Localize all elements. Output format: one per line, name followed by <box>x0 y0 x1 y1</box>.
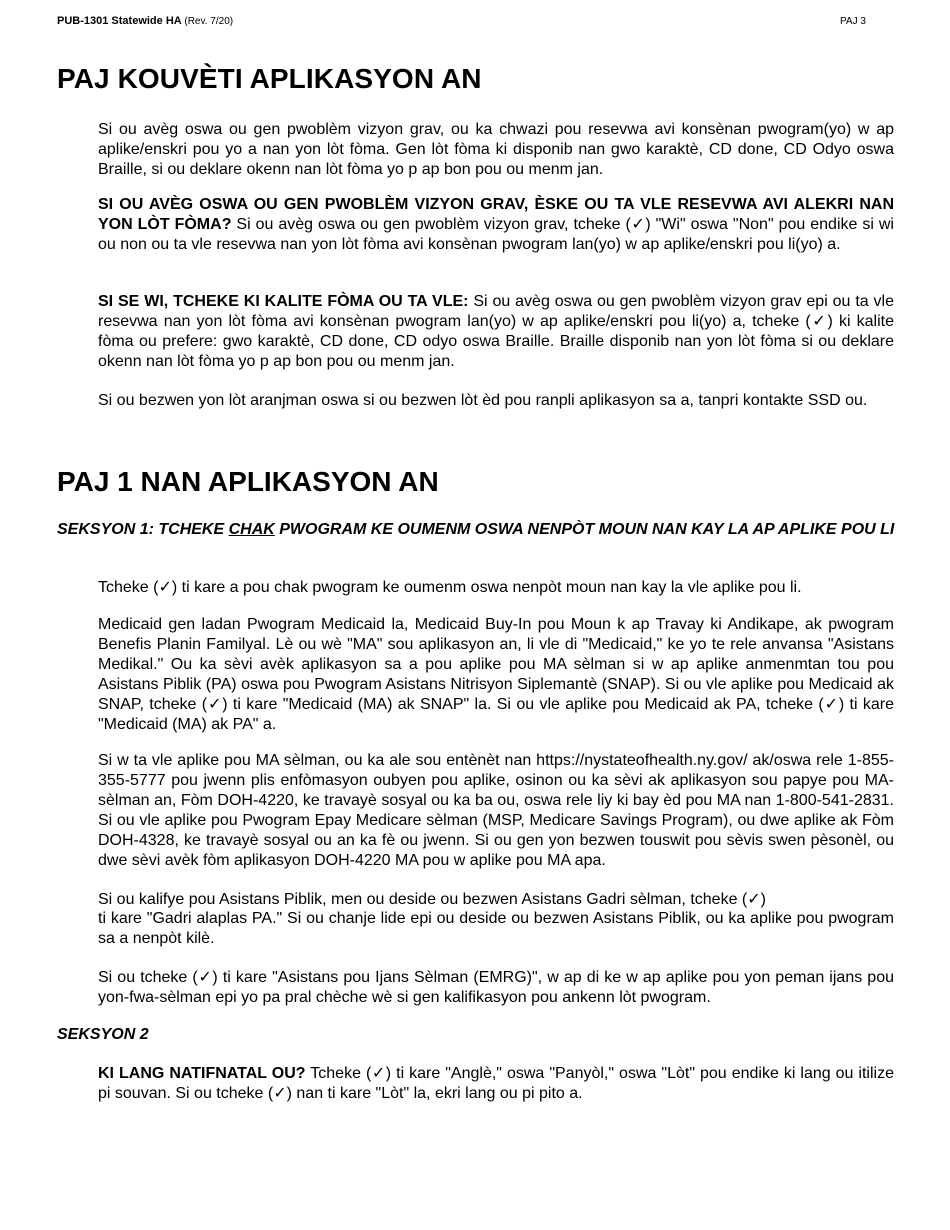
form-revision: (Rev. 7/20) <box>184 16 234 27</box>
section-1-heading-post: PWOGRAM KE OUMENM OSWA NENPÒT MOUN NAN KAY LA AP APLIKE POU LI <box>274 521 895 538</box>
cover-question-format-type: SI SE WI, TCHEKE KI KALITE FÒMA OU TA VLE: <box>98 293 469 310</box>
cover-question-alt-format: SI OU AVÈG OSWA OU GEN PWOBLÈM VIZYON GRAV, ÈSKE OU TA VLE RESEVWA AVI ALEKRI NAN YON LÒT FÒMA? <box>98 196 894 233</box>
form-id-header <box>57 15 233 27</box>
section-1-paragraph-2: Medicaid gen ladan Pwogram Medicaid la, Medicaid Buy-In pou Moun k ap Travay ki Andikape, ak pwogram Benefis Planin Familyal. Lè ou wè "MA" sou aplikasyon an, li vle di "Medicaid," ke yo te rele anvansa "Asistans Medikal." Ou ka sèvi avèk aplikasyon sa a pou aplike pou MA sèlman si w ap aplike anmenmtan tou pou Asistans Piblik (PA) oswa pou Pwogram Asistans Nitrisyon Siplemantè (SNAP). Si ou vle aplike pou Medicaid ak SNAP, tcheke (✓) ti kare "Medicaid (MA) ak SNAP" la. Si ou vle aplike pou Medicaid ak PA, tcheke (✓) ti kare "Medicaid (MA) ak PA" a. <box>98 616 894 733</box>
section-1-heading-pre: SEKSYON 1: TCHEKE <box>57 521 229 538</box>
section-2-paragraph-1 <box>98 1064 894 1104</box>
cover-paragraph-1: Si ou avèg oswa ou gen pwoblèm vizyon grav, ou ka chwazi pou resevwa avi konsènan pwogram(yo) w ap aplike/enskri pou yo a nan yon lòt fòma. Gen lòt fòma ki disponib nan gwo karaktè, CD done, CD Odyo oswa Braille, si ou deklare okenn nan lòt fòma yo p ap bon pou ou menm jan. <box>98 121 894 178</box>
cover-paragraph-4: Si ou bezwen yon lòt aranjman oswa si ou bezwen lòt èd pou ranpli aplikasyon sa a, tanpri kontakte SSD ou. <box>98 392 868 409</box>
form-id: PUB-1301 Statewide HA <box>57 15 182 27</box>
section-1-heading-underlined: CHAK <box>228 521 275 538</box>
page1-title: PAJ 1 NAN APLIKASYON AN <box>57 466 439 497</box>
cover-paragraph-3 <box>98 292 894 372</box>
page-label: PAJ 3 <box>840 16 866 27</box>
section-2-paragraph-1-text: Tcheke (✓) ti kare "Anglè," oswa "Panyòl," oswa "Lòt" pou endike ki lang ou itilize pi souvan. Si ou tcheke (✓) nan ti kare "Lòt" la, ekri lang ou pi pito a. <box>98 1065 894 1102</box>
section-1-paragraph-3: Si w ta vle aplike pou MA sèlman, ou ka ale sou entènèt nan https://nystateofhealth.ny.gov/ ak/oswa rele 1-855-355-5777 pou jwenn plis enfòmasyon oubyen pou aplike, osinon ou ka sèvi ak aplikasyon sou papye pou MA-sèlman an, Fòm DOH-4220, ke travayè sosyal ou ka ba ou, oswa rele liy ki bay èd pou MA nan 1-800-541-2831. Si ou vle aplike pou Pwogram Epay Medicare sèlman (MSP, Medicare Savings Program), ou dwe aplike ak Fòm DOH-4328, ke travayè sosyal ou an ka fè ou jwenn. Si ou gen yon bezwen touswit pou sèvis swen pèsonèl, ou dwe sèvi avèk fòm aplikasyon DOH-4220 MA pou w aplike pou MA apa. <box>98 752 894 869</box>
section-1-paragraph-4-line-2: ti kare "Gadri alaplas PA." Si ou chanje lide epi ou deside ou bezwen Asistans Piblik, ou ka aplike pou pwogram sa a nenpòt kilè. <box>98 910 894 947</box>
cover-page-title: PAJ KOUVÈTI APLIKASYON AN <box>57 63 482 94</box>
section-2-question-native-language: KI LANG NATIFNATAL OU? <box>98 1065 306 1082</box>
cover-paragraph-3-text: Si ou avèg oswa ou gen pwoblèm vizyon grav epi ou ta vle resevwa nan yon lòt fòma avi konsènan pwogram lan(yo) w ap aplike/enskri pou li(yo) a, tcheke (✓) ki kalite fòma ou prefere: gwo karaktè, CD done, CD odyo oswa Braille. Braille disponib nan yon lòt fòma si ou deklare okenn nan lòt fòma yo p ap bon pou ou menm jan. <box>98 293 895 370</box>
section-1-paragraph-5: Si ou tcheke (✓) ti kare "Asistans pou Ijans Sèlman (EMRG)", w ap di ke w ap aplike pou yon peman ijans pou yon-fwa-sèlman epi yo pa pral chèche wè si gen kalifikasyon pou ankenn lòt pwogram. <box>98 969 894 1006</box>
section-2-heading: SEKSYON 2 <box>57 1026 149 1043</box>
section-1-paragraph-4-line-1: Si ou kalifye pou Asistans Piblik, men ou deside ou bezwen Asistans Gadri sèlman, tcheke (✓) <box>98 891 766 908</box>
cover-paragraph-2-text: Si ou avèg oswa ou gen pwoblèm vizyon grav, tcheke (✓) "Wi" oswa "Non" pou endike si wi ou non ou ta vle resevwa nan yon lòt fòma avi konsènan pwogram lan(yo) w ap aplike/enskri pou li(yo) a. <box>98 216 894 253</box>
cover-paragraph-2 <box>98 195 894 255</box>
section-1-heading <box>57 520 897 540</box>
section-1-paragraph-1: Tcheke (✓) ti kare a pou chak pwogram ke oumenm oswa nenpòt moun nan kay la vle aplike pou li. <box>98 579 802 596</box>
